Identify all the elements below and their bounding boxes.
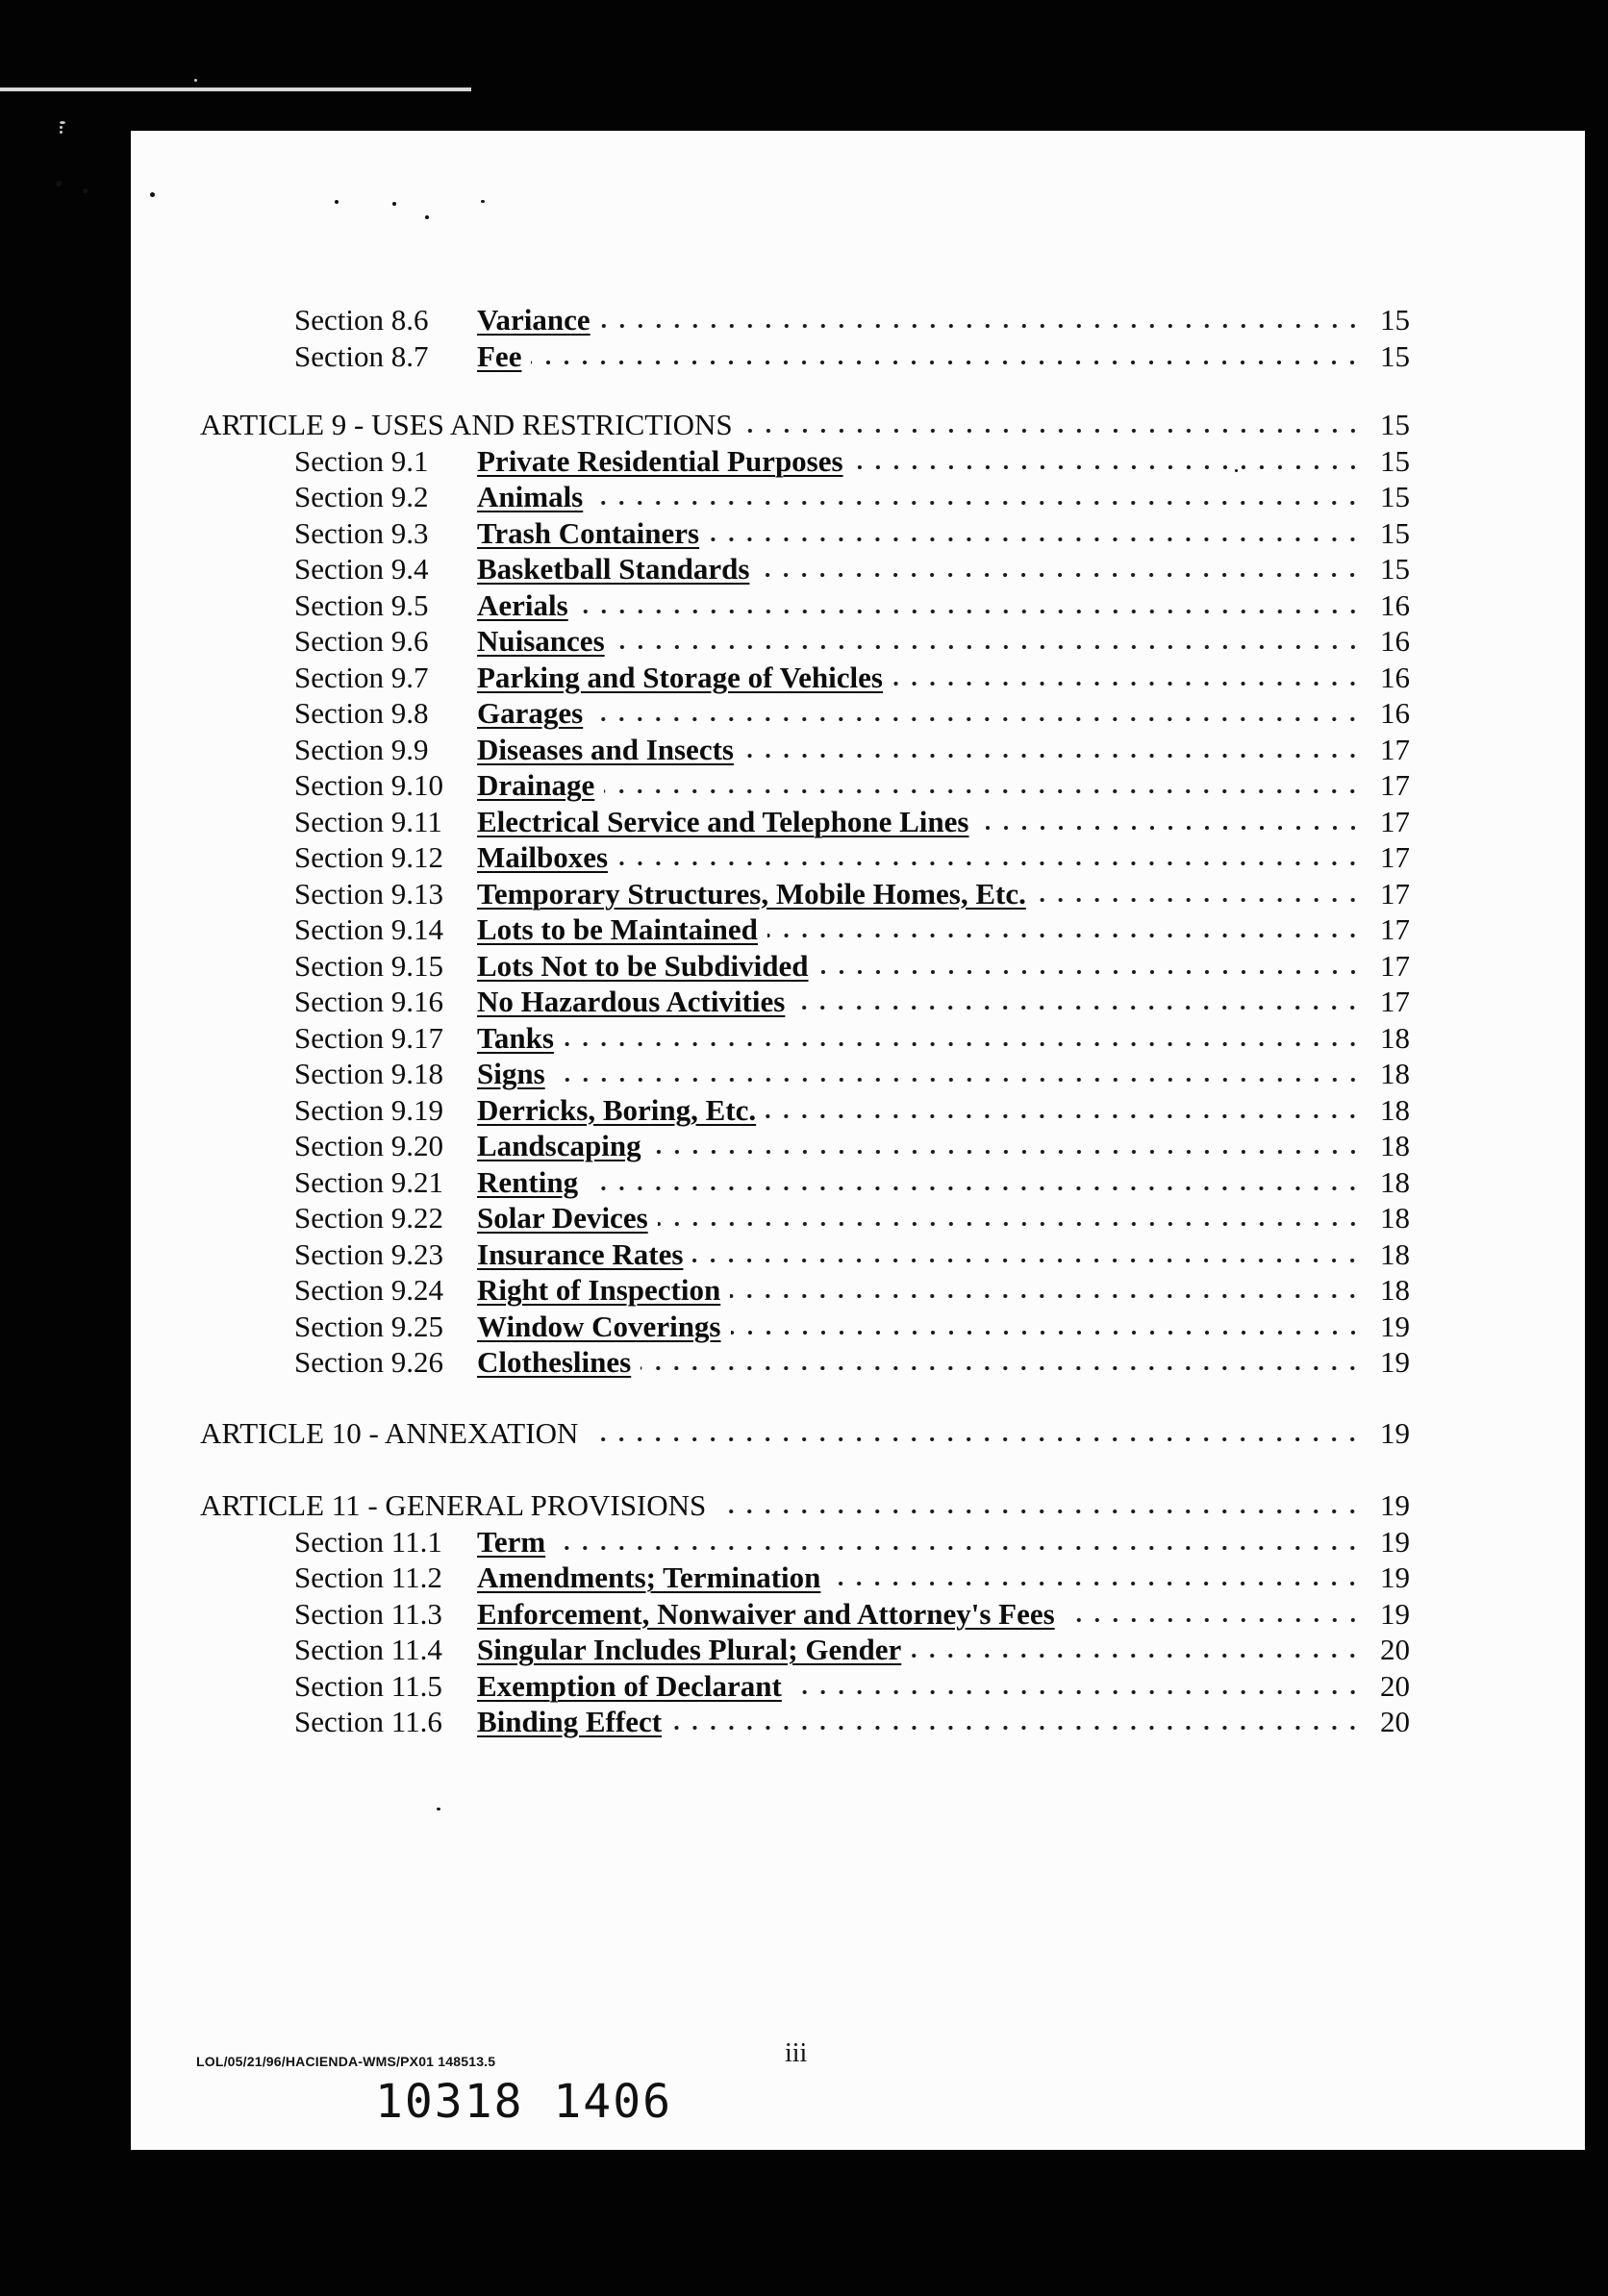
toc-section-row[interactable] [294,443,1410,480]
section-number: Section 9.16 [294,985,443,1018]
dot-leader [767,931,1362,940]
section-number: Section 9.6 [294,624,429,658]
section-title-link[interactable]: Binding Effect [477,1705,663,1738]
toc-section-row[interactable] [294,1632,1410,1668]
dot-leader [716,1507,1362,1516]
toc-section-row[interactable] [294,1092,1410,1129]
section-page-number: 17 [1380,804,1410,838]
section-number: Section 11.2 [294,1560,442,1594]
section-number: Section 9.13 [294,876,443,911]
section-number: Section 9.11 [294,804,442,838]
dot-leader [615,642,1362,652]
toc-section-row[interactable] [294,479,1410,515]
section-number: Section 9.26 [294,1345,443,1379]
section-number: Section 9.12 [294,840,443,874]
section-page-number: 18 [1380,1164,1410,1199]
toc-section-row[interactable] [294,660,1410,696]
section-title-link[interactable]: Temporary Structures, Mobile Homes, Etc. [477,876,1026,911]
toc-section-row[interactable] [294,623,1410,660]
toc-section-row[interactable] [294,338,1410,375]
section-title-link[interactable]: Fee [477,338,522,373]
toc-section-row[interactable] [294,732,1410,768]
section-title-link[interactable]: Amendments; Termination [477,1560,821,1594]
section-number: Section 9.2 [294,480,429,513]
section-page-number: 19 [1380,1524,1410,1559]
section-number: Section 9.8 [294,696,429,730]
toc-section-row[interactable] [294,587,1410,624]
scan-speck [60,131,63,134]
section-page-number: 17 [1380,948,1410,983]
dot-leader [658,1219,1362,1229]
section-number: Section 9.9 [294,732,429,766]
dot-leader [555,1075,1362,1085]
section-title-link[interactable]: Lots Not to be Subdivided [477,948,809,983]
table-of-contents [131,131,1585,2150]
section-title-link[interactable]: Window Coverings [477,1309,721,1343]
article-heading[interactable]: ARTICLE 9 - USES AND RESTRICTIONS [200,408,733,441]
toc-section-row[interactable] [294,948,1410,985]
section-number: Section 9.7 [294,660,429,694]
section-page-number: 18 [1380,1273,1410,1307]
dot-leader [743,751,1362,761]
dot-leader [818,967,1362,977]
section-page-number: 15 [1380,303,1410,337]
section-page-number: 15 [1380,480,1410,513]
section-page-number: 16 [1380,587,1410,622]
toc-section-row[interactable] [294,1236,1410,1273]
section-title-link[interactable]: Clotheslines [477,1345,632,1379]
toc-section-row[interactable] [294,1704,1410,1740]
scan-speck [83,188,88,193]
section-number: Section 9.17 [294,1020,443,1055]
toc-section-row[interactable] [294,1200,1410,1236]
section-title-link[interactable]: Animals [477,480,584,513]
scan-speck [60,126,63,129]
article-page-number: 19 [1380,1415,1410,1450]
section-page-number: 20 [1380,1705,1410,1738]
toc-section-row[interactable] [294,1020,1410,1057]
dot-leader [578,607,1362,616]
toc-section-row[interactable] [294,695,1410,732]
section-page-number: 19 [1380,1309,1410,1343]
section-page-number: 19 [1380,1560,1410,1594]
section-number: Section 11.5 [294,1668,442,1703]
toc-section-row[interactable] [294,1272,1410,1309]
section-page-number: 16 [1380,624,1410,658]
section-page-number: 15 [1380,443,1410,478]
dot-leader [531,358,1362,367]
toc-article-row[interactable] [200,1415,1410,1452]
section-number: Section 9.18 [294,1057,443,1090]
section-number: Section 9.15 [294,948,443,983]
dot-leader [564,1039,1362,1049]
section-number: Section 9.5 [294,587,429,622]
section-title-link[interactable]: No Hazardous Activities [477,985,786,1018]
section-title-link[interactable]: Basketball Standards [477,552,750,586]
section-page-number: 16 [1380,660,1410,694]
section-number: Section 9.10 [294,768,443,802]
scan-speck [194,79,197,82]
toc-section-row[interactable] [294,911,1410,948]
dot-leader [730,1291,1362,1301]
scan-speck [56,181,62,187]
dot-leader [979,823,1363,833]
dot-leader [911,1651,1362,1660]
section-title-link[interactable]: Aerials [477,587,568,622]
section-page-number: 18 [1380,1201,1410,1235]
section-page-number: 18 [1380,1092,1410,1127]
section-number: Section 9.23 [294,1236,443,1271]
handwritten-stamp: 10318 1406 [375,2075,672,2129]
section-title-link[interactable]: Private Residential Purposes [477,443,843,478]
section-title-link[interactable]: Variance [477,303,590,337]
section-page-number: 18 [1380,1020,1410,1055]
toc-section-row[interactable] [294,984,1410,1020]
section-number: Section 9.14 [294,912,443,946]
section-title-link[interactable]: Nuisances [477,624,605,658]
dot-leader [766,1111,1362,1121]
section-page-number: 18 [1380,1236,1410,1271]
toc-section-row[interactable] [294,804,1410,840]
dot-leader [1036,895,1362,905]
dot-leader [588,1435,1362,1444]
section-title-link[interactable]: Garages [477,696,584,730]
dot-leader [671,1723,1362,1733]
dot-leader [588,1184,1362,1193]
section-title-link[interactable]: Exemption of Declarant [477,1668,782,1703]
section-title-link[interactable]: Lots to be Maintained [477,912,758,946]
section-number: Section 9.1 [294,443,429,478]
section-page-number: 15 [1380,515,1410,550]
section-number: Section 9.22 [294,1201,443,1235]
section-title-link[interactable]: Solar Devices [477,1201,648,1235]
toc-section-row[interactable] [294,1056,1410,1092]
section-title-link[interactable]: Electrical Service and Telephone Lines [477,804,969,838]
dot-leader [617,859,1362,868]
toc-section-row[interactable] [294,1128,1410,1164]
section-number: Section 11.3 [294,1596,442,1631]
dot-leader [853,462,1362,472]
document-page [131,131,1585,2150]
section-number: Section 11.1 [294,1524,442,1559]
section-page-number: 16 [1380,696,1410,730]
section-number: Section 9.25 [294,1309,443,1343]
section-number: Section 11.4 [294,1633,442,1666]
section-title-link[interactable]: Derricks, Boring, Etc. [477,1092,757,1127]
section-title-link[interactable]: Enforcement, Nonwaiver and Attorney's Fees [477,1596,1055,1631]
section-number: Section 9.4 [294,552,429,586]
section-title-link[interactable]: Landscaping [477,1129,641,1162]
toc-section-row[interactable] [294,551,1410,587]
toc-section-row[interactable] [294,515,1410,552]
section-page-number: 17 [1380,768,1410,802]
dot-leader [600,321,1362,331]
section-title-link[interactable]: Diseases and Insects [477,732,734,766]
section-number: Section 9.21 [294,1164,443,1199]
toc-section-row[interactable] [294,1164,1410,1201]
section-title-link[interactable]: Mailboxes [477,840,609,874]
section-number: Section 9.20 [294,1129,443,1162]
toc-section-row[interactable] [294,1596,1410,1633]
dot-leader [592,498,1362,508]
scan-speck [60,121,65,124]
article-page-number: 19 [1380,1488,1410,1522]
toc-section-row[interactable] [294,1309,1410,1345]
section-page-number: 20 [1380,1668,1410,1703]
dot-leader [1065,1615,1362,1625]
article-page-number: 15 [1380,408,1410,441]
section-number: Section 9.24 [294,1273,443,1307]
section-title-link[interactable]: Drainage [477,768,595,802]
section-number: Section 8.6 [294,303,429,337]
dot-leader [651,1147,1362,1157]
dot-leader [791,1687,1362,1697]
dot-leader [794,1003,1362,1012]
section-page-number: 17 [1380,912,1410,946]
section-title-link[interactable]: Renting [477,1164,579,1199]
section-title-link[interactable]: Parking and Storage of Vehicles [477,660,883,694]
section-page-number: 18 [1380,1057,1410,1090]
section-page-number: 20 [1380,1633,1410,1666]
section-title-link[interactable]: Term [477,1524,546,1559]
section-title-link[interactable]: Insurance Rates [477,1236,684,1271]
section-title-link[interactable]: Trash Containers [477,515,700,550]
toc-section-row[interactable] [294,839,1410,876]
section-number: Section 9.19 [294,1092,443,1127]
dot-leader [555,1543,1362,1553]
section-page-number: 19 [1380,1345,1410,1379]
toc-section-row[interactable] [294,1344,1410,1381]
dot-leader [759,570,1362,580]
scan-edge-line [0,87,471,91]
toc-article-row[interactable] [200,1487,1410,1524]
toc-section-row[interactable] [294,1524,1410,1560]
toc-section-row[interactable] [294,1560,1410,1596]
toc-section-row[interactable] [294,876,1410,912]
dot-leader [641,1363,1362,1373]
section-page-number: 17 [1380,985,1410,1018]
dot-leader [742,426,1362,436]
section-number: Section 9.3 [294,515,429,550]
section-page-number: 15 [1380,338,1410,373]
dot-leader [692,1256,1362,1265]
toc-section-row[interactable] [294,302,1410,338]
section-page-number: 17 [1380,732,1410,766]
toc-section-row[interactable] [294,767,1410,804]
section-title-link[interactable]: Tanks [477,1020,554,1055]
section-title-link[interactable]: Right of Inspection [477,1273,721,1307]
toc-article-row[interactable] [200,407,1410,443]
document-code: LOL/05/21/96/HACIENDA-WMS/PX01 148513.5 [196,2054,496,2069]
section-page-number: 19 [1380,1596,1410,1631]
toc-section-row[interactable] [294,1668,1410,1705]
section-title-link[interactable]: Signs [477,1057,545,1090]
section-number: Section 8.7 [294,338,429,373]
article-heading[interactable]: ARTICLE 11 - GENERAL PROVISIONS [200,1488,707,1522]
dot-leader [892,679,1362,688]
section-page-number: 17 [1380,876,1410,911]
dot-leader [830,1579,1362,1588]
section-number: Section 11.6 [294,1705,442,1738]
dot-leader [604,786,1362,796]
section-page-number: 15 [1380,552,1410,586]
dot-leader [709,535,1362,544]
dot-leader [592,714,1362,724]
page-number: iii [785,2038,808,2068]
article-heading[interactable]: ARTICLE 10 - ANNEXATION [200,1415,579,1450]
section-page-number: 17 [1380,840,1410,874]
section-page-number: 18 [1380,1129,1410,1162]
dot-leader [731,1328,1363,1337]
section-title-link[interactable]: Singular Includes Plural; Gender [477,1633,902,1666]
